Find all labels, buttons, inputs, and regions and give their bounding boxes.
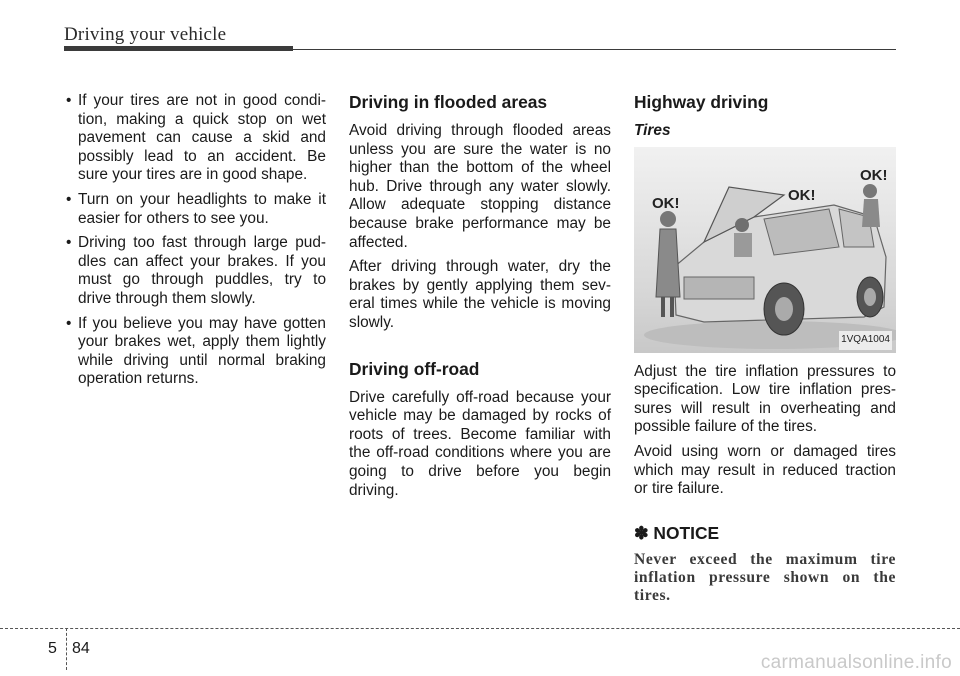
flooded-areas-paragraph: After driving through water, dry the brakes by gently applying them sev-eral times while the vehicle is moving slowly. [349, 258, 611, 331]
footer-dashed-line [0, 628, 960, 629]
header-bar-thick [64, 46, 293, 51]
notice-icon: ✽ [634, 522, 649, 543]
tires-paragraph: Adjust the tire inflation pressures to specification. Low tire inflation pres-sures will result in overheating and possible failure of the tires. [634, 362, 896, 436]
tire-check-illustration [634, 147, 896, 353]
bullet-item: • If you believe you may have gotten your brakes wet, apply them lightly while driving until normal braking operation returns. [64, 315, 326, 389]
bullet-list [64, 92, 326, 389]
bullet-item: • Driving too fast through large pud-dles can affect your brakes. If you must go through puddles, try to drive through them slowly. [64, 234, 326, 308]
ok-label: OK! [652, 194, 680, 212]
column-left [64, 92, 326, 395]
notice-body: Never exceed the maximum tire inflation pressure shown on the tires. [634, 550, 896, 604]
footer-dashed-divider [66, 628, 67, 670]
footer-chapter-number: 5 [48, 640, 57, 657]
column-right [634, 92, 896, 605]
column-middle [349, 92, 611, 506]
ok-label: OK! [788, 186, 816, 204]
notice-heading-text: NOTICE [653, 522, 720, 543]
flooded-areas-heading: Driving in flooded areas [349, 92, 548, 112]
highway-driving-heading: Highway driving [634, 92, 769, 112]
header-bar-thin [293, 49, 896, 50]
watermark: carmanualsonline.info [760, 652, 952, 673]
ok-label: OK! [860, 166, 888, 184]
car-illustration [634, 147, 896, 353]
header-title: Driving your vehicle [64, 24, 227, 45]
off-road-paragraph: Drive carefully off-road because your vehicle may be damaged by rocks of roots of trees. Become familiar with the off-road conditions where you are going to drive before you begin driving. [349, 388, 611, 499]
off-road-heading: Driving off-road [349, 358, 480, 379]
figure-code: 1VQA1004 [839, 331, 892, 350]
footer-page-number: 84 [72, 640, 90, 657]
bullet-item: • Turn on your headlights to make it easier for others to see you. [64, 191, 326, 228]
tires-paragraph: Avoid using worn or damaged tires which may result in reduced traction or tire failure. [634, 442, 896, 498]
tires-subheading: Tires [634, 122, 671, 139]
bullet-item: • If your tires are not in good condi-tion, making a quick stop on wet pavement can cause a skid and possibly lead to an accident. Be sure your tires are in good shape. [64, 92, 326, 185]
flooded-areas-paragraph: Avoid driving through flooded areas unless you are sure the water is no higher than the bottom of the wheel hub. Drive through any water slowly. Allow adequate stopping distance because brake performance may be affected. [349, 122, 611, 251]
notice-heading [634, 523, 896, 543]
